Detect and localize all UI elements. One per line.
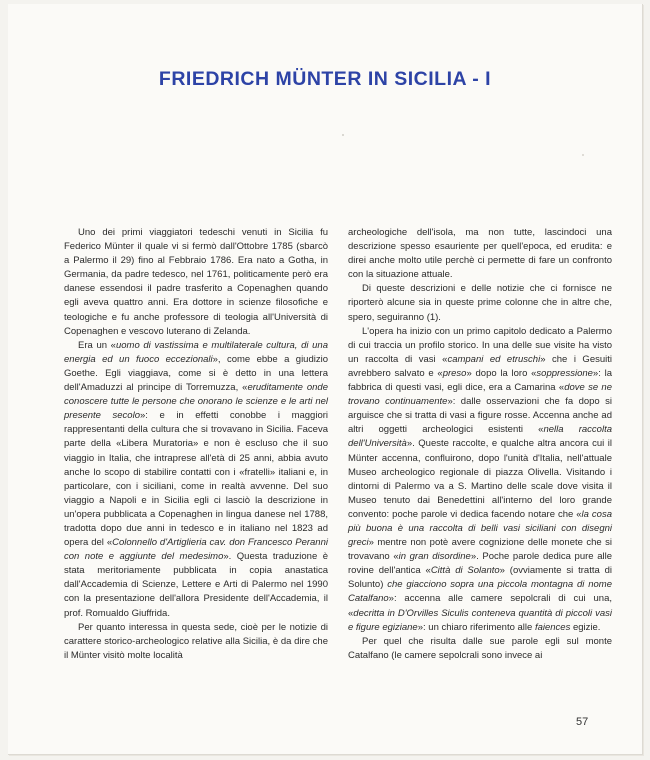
- text-run: Uno dei primi viaggiatori tedeschi venuti in Sicilia fu Federico Münter il quale vi si fermò dall'Ottobre 1785 (sbarcò a Palermo il 29) fino al Febbraio 1786. Era nato a Gotha, in Germania, da padre tedesco, nel 1761, politicamente però era danese essendosi il padre trasferito a Copenaghen quando egli aveva quattro anni. Era dottore in scienze filosofiche e teologiche e fu anche professore di teologia all'Università di Copenaghen e vescovo luterano di Zelanda.: [64, 227, 328, 337]
- italic-quote: in gran disordine: [398, 551, 471, 563]
- text-run: L'opera ha inizio con un primo capitolo dedicato a Palermo di cui traccia un profilo storico. In una delle sue visite ha visto un raccolta di vasi «: [348, 325, 612, 365]
- text-run: »: accenna alle camere sepolcrali di cui una, «: [348, 593, 612, 619]
- italic-quote: nella raccolta dell'Università: [348, 424, 613, 450]
- text-run: egizie.: [570, 621, 601, 633]
- italic-quote: dove se ne trovano continuamente: [348, 382, 613, 408]
- text-run: » che i Gesuiti avrebbero salvato e «: [348, 353, 612, 379]
- italic-quote: uomo di vastissima e multilaterale cultura, di una energia ed un fuoco eccezionali: [64, 339, 328, 365]
- italic-quote: la cosa più buona è una raccolta di belli vasi siciliani con disegni greci: [348, 508, 612, 549]
- text-run: », come ebbe a giudizio Goethe. Egli viaggiava, come si è detto in una lettera dell'Amaduzzi al principe di Torremuzza, «: [64, 353, 328, 394]
- paragraph: [348, 226, 612, 282]
- paragraph: [348, 325, 612, 635]
- italic-quote: Colonnello d'Artiglieria cav. don Francesco Peranni con note e aggiunte del medesimo: [64, 537, 328, 563]
- left-column: [64, 226, 328, 663]
- text-run: »: e in effetti conobbe i maggiori rappresentanti della cultura che si trovavano in Sicilia. Faceva parte della «Libera Muratoria» e non è escluso che il suo viaggio in Italia, che intraprese all'età di 25 anni, abbia avuto anche lo scopo di stabilire contatti con i «fratelli» italiani e, in particolare, con i siciliani, come in realtà avvenne. Del suo viaggio a Napoli e in Sicilia egli ci lasciò la descrizione in un'opera pubblicata a Copenaghen in lingua danese nel 1788, tradotta dopo due anni in tedesco e in italiano nel 1823 ad opera del «: [64, 410, 328, 549]
- italic-quote: preso: [442, 367, 467, 379]
- text-run: ». Poche parole dedica pure alle rovine dell'antica «: [348, 551, 612, 577]
- paragraph: [348, 635, 612, 663]
- text-run: archeologiche dell'isola, ma non tutte, lascindoci una descrizione spesso esauriente per quell'epoca, ed erudita: e direi anche molto utile perchè ci permette di fare un confronto con la situazione attuale.: [348, 227, 612, 281]
- text-run: »: dalle osservazioni che fa dopo si arguisce che si tratta di vasi a figure rosse. Accenna anche ad altri oggetti archeologici esistenti «: [348, 396, 612, 436]
- text-run: ». Questa traduzione è stata meritoriamente pubblicata in copia anastatica dall'Accademia di Scienze, Lettere e Arti di Palermo nel 1990 con la presentazione dell'allora Presidente dell'Accademia, il prof. Romualdo Giuffrida.: [64, 551, 328, 619]
- paragraph: [348, 282, 612, 324]
- italic-quote: Città di Solanto: [430, 565, 500, 577]
- right-column: [348, 226, 612, 663]
- italic-quote: che giacciono sopra una piccola montagna di nome Catalfano: [348, 579, 612, 605]
- text-run: Per quanto interessa in questa sede, cioè per le notizie di carattere storico-archeologico relative alla Sicilia, è da dire che il Münter visitò molte località: [64, 621, 328, 661]
- text-run: » dopo la loro «: [466, 367, 537, 379]
- text-run: » (ovviamente si tratta di Soluntо): [348, 565, 612, 591]
- article-title: FRIEDRICH MÜNTER IN SICILIA - I: [158, 68, 492, 90]
- scan-speck: [342, 134, 344, 136]
- text-run: »: la fabbrica di questi vasi, egli dice, era a Camarina «: [348, 367, 612, 394]
- text-run: Di queste descrizioni e delle notizie che ci fornisce ne riporterò alcune sia in queste prime colonne che in altre che, spero, seguiranno (1).: [348, 283, 612, 323]
- text-run: » mentre non potè avere cognizione delle monete che si trovavano «: [348, 537, 612, 563]
- text-run: Per quel che risulta dalle sue parole egli sul monte Catalfano (le camere sepolcrali sono invece ai: [348, 635, 612, 661]
- scan-speck: [582, 154, 584, 156]
- italic-quote: eruditamente onde conoscere tutte le persone che onorano le scienze e le arti nel presente secolo: [64, 382, 328, 422]
- italic-quote: campani ed etruschi: [447, 353, 541, 365]
- document-page: [8, 4, 643, 755]
- italic-quote: soppressione: [536, 367, 593, 379]
- paragraph: [64, 339, 328, 621]
- italic-quote: decritta in D'Orvilles Siculis conteneva quantità di piccoli vasi e figure egiziane: [348, 607, 612, 633]
- paragraph: [64, 621, 328, 663]
- text-run: »: un chiaro riferimento alle: [417, 621, 535, 633]
- text-run: ». Queste raccolte, e qualche altra ancora cui il Münter accenna, confluirono, dopo l'unità d'Italia, nell'attuale Museo archeologico regionale di piazza Olivella. Visitando i dintorni di Palermo va a S. Martino delle scale dove visita il Museo tenuto dai Benedettini all'interno del loro grande convento: poche parole vi dedica facendo notare che «: [348, 438, 612, 520]
- italic-quote: faiences: [534, 621, 571, 633]
- page-number: 57: [576, 716, 589, 728]
- paragraph: [64, 226, 328, 339]
- text-run: Era un «: [78, 339, 116, 351]
